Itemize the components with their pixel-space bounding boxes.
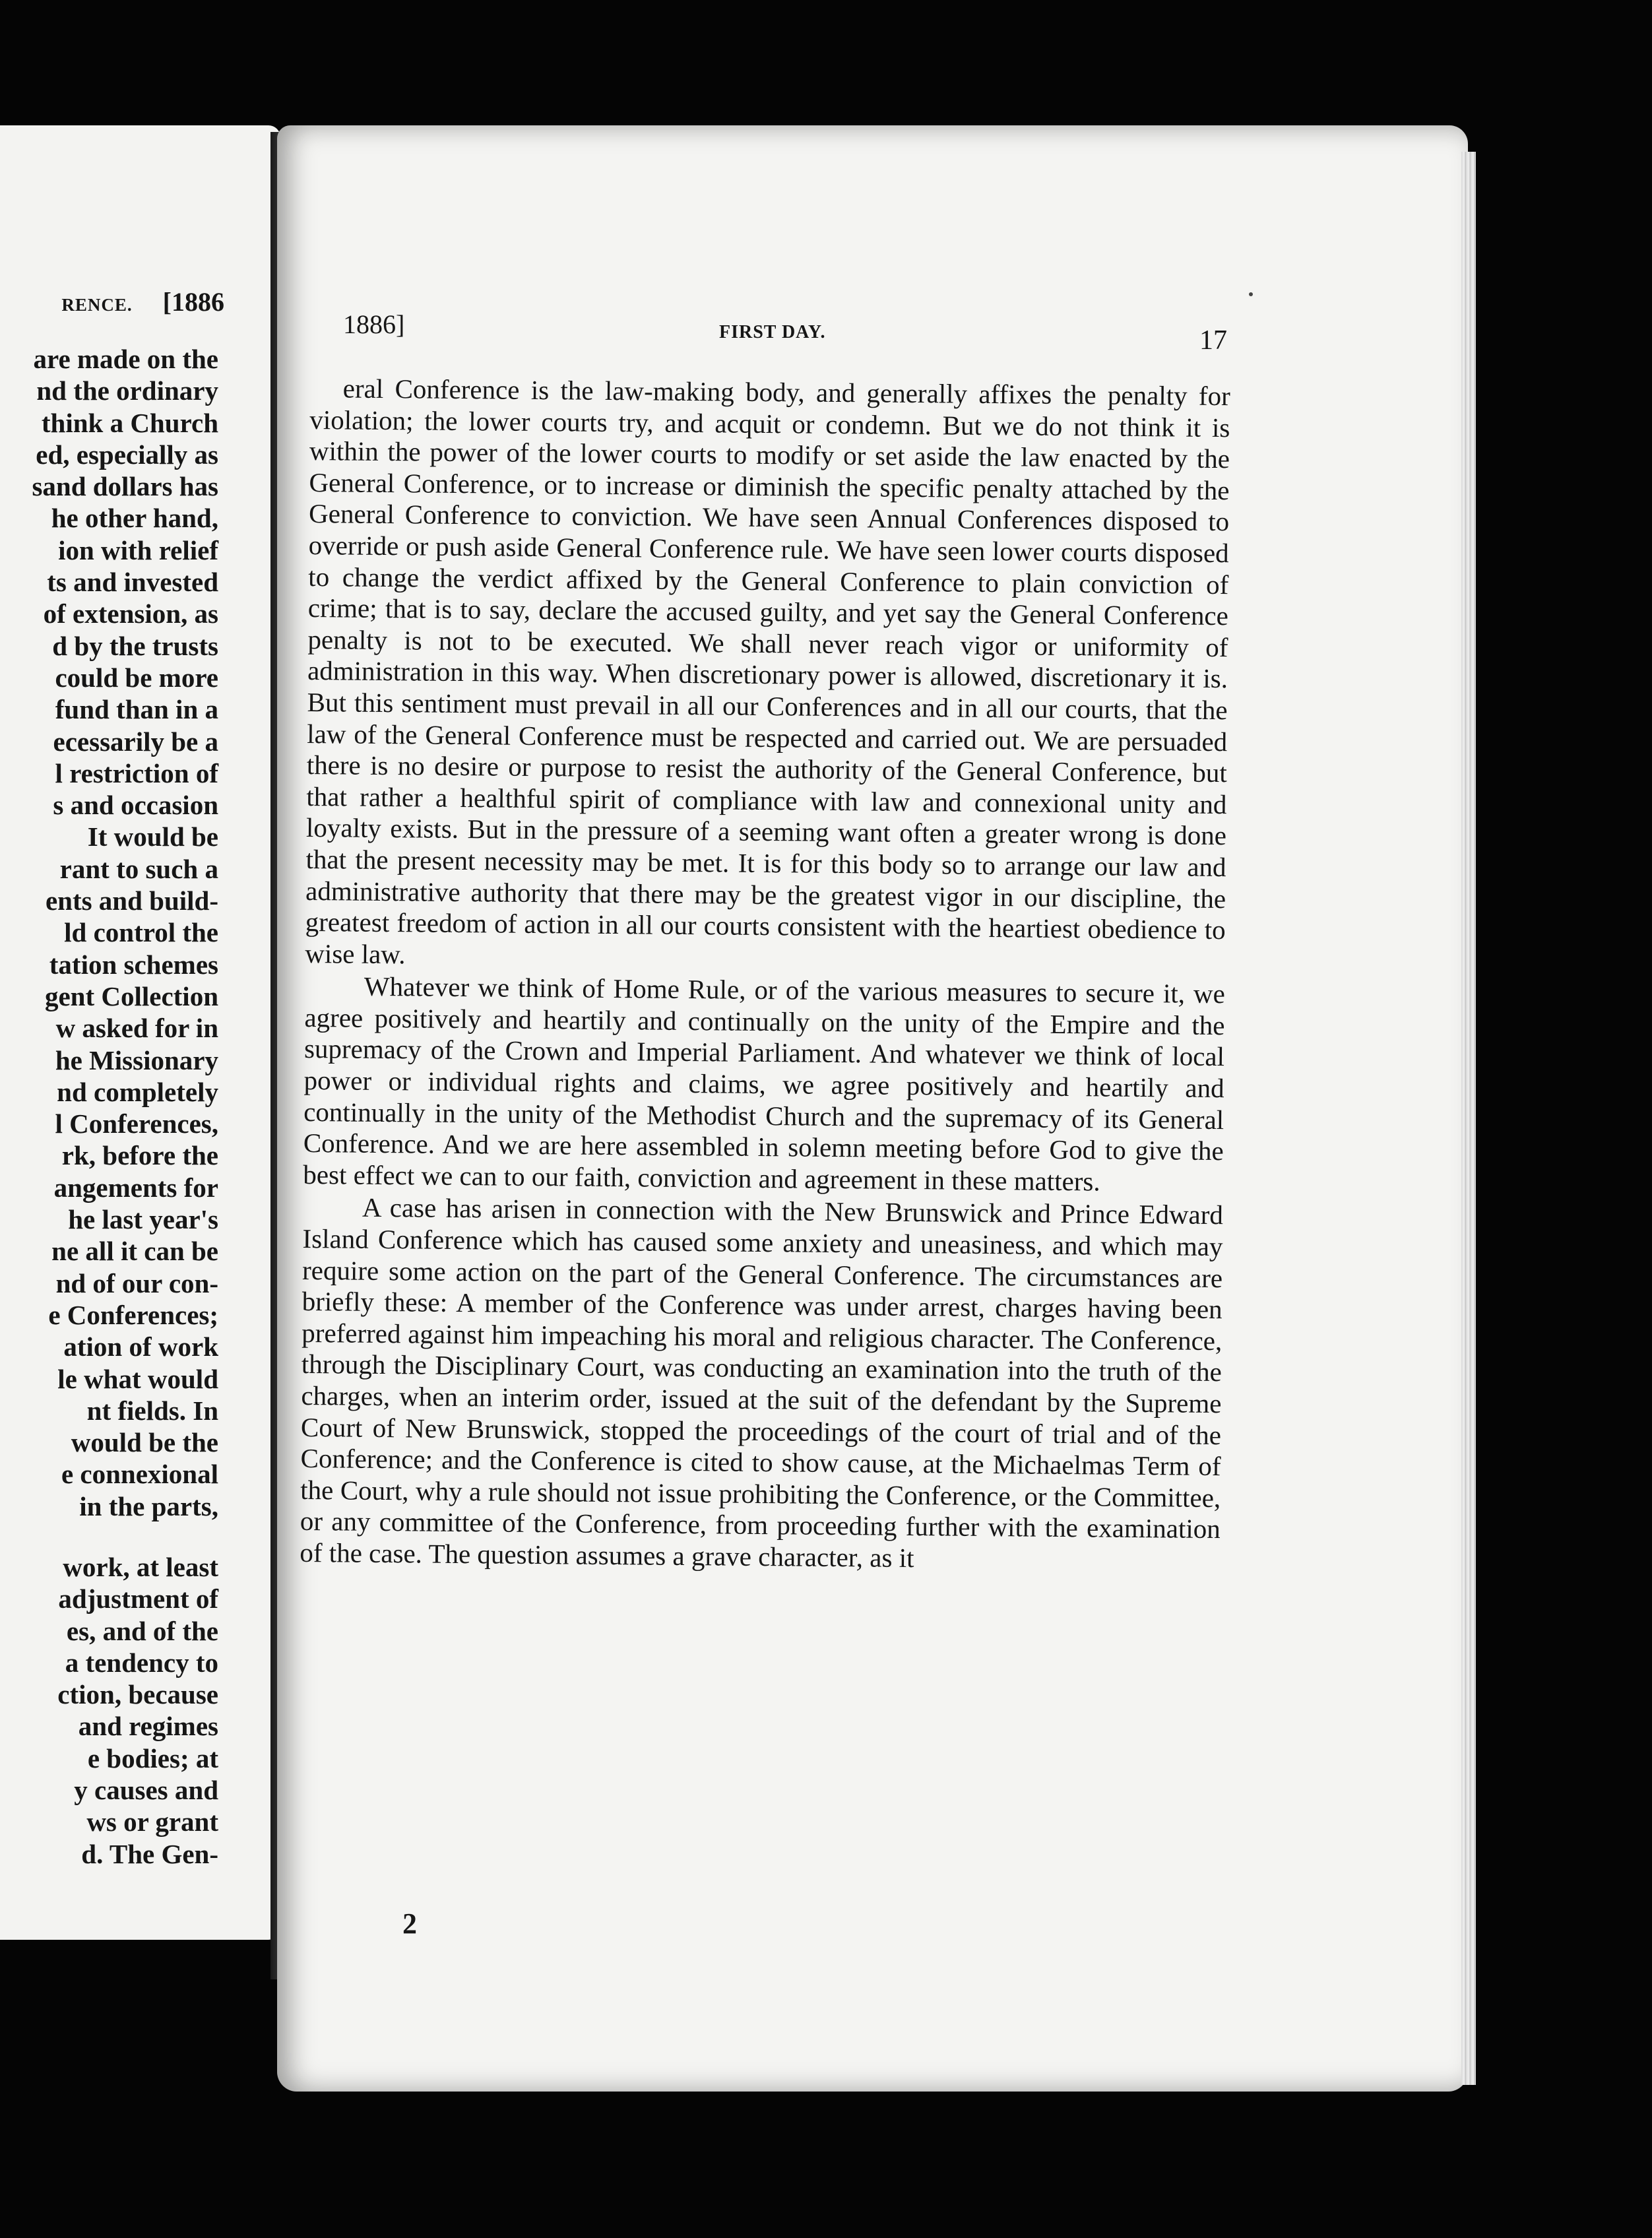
running-header <box>343 309 1227 355</box>
paragraph: A case has arisen in connection with the New Brunswick and Prince Edward Island Conference which has caused some anxiety and uneasiness, and which may require some action on the part of the General Conference. The circumstances are briefly these: A member of the Conference was under arrest, charges having been preferred against him impeaching his moral and religious character. The Conference, through the Disciplinary Court, was conducting an examination into the truth of the charges, when an interim order, issued at the suit of the defendant by the Supreme Court of New Brunswick, stopped the proceedings of the court of trial and of the Conference; and the Conference is cited to show cause, at the Michaelmas Term of the Court, why a rule should not issue prohibiting the Conference, or the Committee, or any committee of the Conference, from proceeding further with the examination of the case. The question assumes a grave character, as it <box>300 1192 1224 1574</box>
ink-speck <box>1249 292 1253 296</box>
left-page-line: nd of our con- <box>55 1267 218 1298</box>
left-page-line: s and occasion <box>53 790 218 821</box>
left-page-line: in the parts, <box>79 1490 218 1521</box>
left-page-line: sand dollars has <box>32 471 218 502</box>
left-page-line: ld control the <box>64 917 218 948</box>
left-page-line: d. The Gen- <box>81 1838 218 1869</box>
left-page-line: es, and of the <box>66 1615 218 1646</box>
header-title: FIRST DAY. <box>719 322 826 342</box>
paragraph: eral Conference is the law-making body, and generally affixes the penalty for violation; the lower courts try, and acquit or condemn. But we do not think it is within the power of the lower courts to modify or set aside the law enacted by the General Conference, or to increase or diminish the specific penalty attached by the General Conference to conviction. We have seen Annual Conferences disposed to override or push aside General Conference rule. We have seen lower courts disposed to change the verdict affixed by the General Conference to plain conviction of crime; that is to say, declare the accused guilty, and yet say the General Conference penalty is not to be executed. We shall never reach vigor or uniformity of administration in this way. When discretionary power is allowed, discretionary it is. But this sentiment must prevail in all our Conferences and in all our courts, that the law of the General Conference must be respected and carried out. We are persuaded there is no desire or purpose to resist the authority of the General Conference, but that rather a healthful spirit of compliance with law and connexional unity and loyalty exists. But in the pressure of a seeming want often a greater wrong is done that the present necessity may be met. It is for this body so to arrange our law and administrative authority that there may be the greatest vigor in our discipline, the greatest freedom of action in all our courts consistent with the heartiest obedience to wise law. <box>305 373 1230 969</box>
left-page-line: ws or grant <box>86 1806 218 1838</box>
left-page-line: It would be <box>87 821 218 852</box>
left-page-line: d by the trusts <box>52 630 218 661</box>
left-page-line: l restriction of <box>55 757 218 788</box>
page-edges <box>1461 152 1476 2085</box>
left-page-line: a tendency to <box>65 1647 218 1678</box>
left-page-line: ed, especially as <box>36 439 218 470</box>
left-page-line: ation of work <box>63 1331 218 1362</box>
left-page-line: adjustment of <box>58 1583 218 1615</box>
left-page-line: ents and build- <box>45 885 218 916</box>
left-page-line: would be the <box>71 1427 218 1458</box>
left-page-line: ction, because <box>57 1679 218 1710</box>
left-page-line: le what would <box>57 1363 218 1394</box>
left-page-line: are made on the <box>33 344 218 374</box>
left-page-line <box>32 1522 218 1551</box>
left-header-year: [1886 <box>162 287 224 317</box>
left-page-line: nd completely <box>57 1076 218 1107</box>
left-page-line: e connexional <box>61 1459 218 1490</box>
left-page-line: gent Collection <box>44 980 218 1011</box>
left-page-line: tation schemes <box>49 949 218 980</box>
left-header-title: RENCE. <box>61 295 133 315</box>
left-page-text <box>32 343 218 1870</box>
left-page-line: w asked for in <box>55 1013 218 1044</box>
left-page-line: l Conferences, <box>55 1108 218 1139</box>
signature-mark: 2 <box>402 1907 417 1940</box>
left-page-line: rk, before the <box>61 1140 218 1171</box>
body-text <box>300 373 1230 1577</box>
left-page-line: rant to such a <box>59 853 218 884</box>
left-page-line: and regimes <box>78 1711 218 1742</box>
left-page-line: nt fields. In <box>86 1395 218 1426</box>
left-page-line: ne all it can be <box>51 1236 218 1267</box>
paragraph: Whatever we think of Home Rule, or of the various measures to secure it, we agree positively and heartily and continually on the unity of the Empire and the supremacy of the Crown and Imperial Parliament. And whatever we think of local power or individual rights and claims, we agree positively and heartily and continually in the unity of the Methodist Church and the supremacy of its General Conference. And we are here assembled in solemn meeting before God to give the best effect we can to our faith, conviction and agreement in these matters. <box>303 971 1226 1197</box>
left-page-line: fund than in a <box>55 694 218 725</box>
page-number: 17 <box>1199 325 1227 356</box>
header-year: 1886] <box>343 309 405 339</box>
left-page-line: work, at least <box>63 1551 218 1582</box>
left-page-line: nd the ordinary <box>36 375 218 406</box>
left-page-header <box>61 286 224 317</box>
left-page-line: of extension, as <box>43 598 218 629</box>
left-page-line: ecessarily be a <box>53 726 218 757</box>
left-page <box>0 125 280 1940</box>
left-page-line: he Missionary <box>55 1044 218 1075</box>
left-page-line: e bodies; at <box>87 1742 218 1774</box>
left-page-line: y causes and <box>74 1775 218 1806</box>
left-page-line: e Conferences; <box>48 1299 218 1330</box>
left-page-line: ion with relief <box>58 534 218 565</box>
left-page-line: he other hand, <box>51 503 218 534</box>
left-page-line: angements for <box>53 1172 218 1203</box>
left-page-line: ts and invested <box>47 567 218 598</box>
left-page-line: could be more <box>55 662 218 693</box>
left-page-line: think a Church <box>41 407 218 438</box>
left-page-line: he last year's <box>68 1204 218 1235</box>
